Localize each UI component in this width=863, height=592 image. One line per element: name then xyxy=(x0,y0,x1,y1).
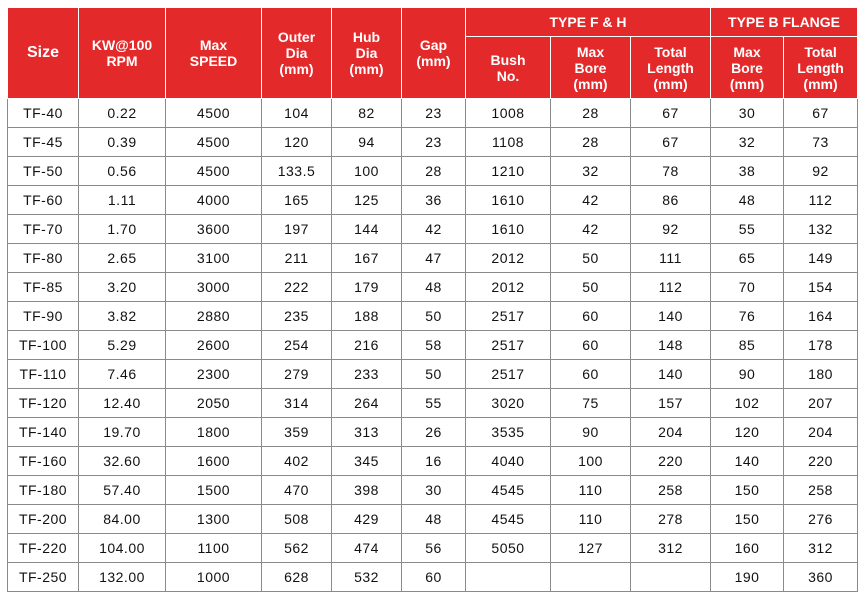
table-row xyxy=(8,244,858,273)
cell-total-length-b: 204 xyxy=(784,418,858,447)
cell-hub-dia: 474 xyxy=(332,534,402,563)
cell-max-bore-fh: 32 xyxy=(551,157,631,186)
cell-max-bore-fh: 60 xyxy=(551,302,631,331)
table-row xyxy=(8,128,858,157)
cell-total-length-fh xyxy=(631,563,711,592)
table-row xyxy=(8,447,858,476)
cell-bush-no: 2517 xyxy=(466,331,551,360)
cell-hub-dia: 398 xyxy=(332,476,402,505)
cell-max-bore-b: 85 xyxy=(711,331,784,360)
cell-max-speed: 4000 xyxy=(166,186,262,215)
cell-max-bore-b: 48 xyxy=(711,186,784,215)
header-kw-100rpm: KW@100 RPM xyxy=(79,8,166,99)
cell-max-speed: 2050 xyxy=(166,389,262,418)
cell-outer-dia: 104 xyxy=(262,99,332,128)
cell-total-length-fh: 140 xyxy=(631,302,711,331)
table-row xyxy=(8,389,858,418)
cell-max-bore-fh: 127 xyxy=(551,534,631,563)
cell-total-length-b: 149 xyxy=(784,244,858,273)
table-row xyxy=(8,186,858,215)
cell-max-speed: 2300 xyxy=(166,360,262,389)
coupling-spec-table xyxy=(7,7,858,592)
cell-size: TF-100 xyxy=(8,331,79,360)
cell-gap: 47 xyxy=(402,244,466,273)
cell-max-bore-fh: 50 xyxy=(551,244,631,273)
cell-bush-no: 4040 xyxy=(466,447,551,476)
cell-max-bore-b: 150 xyxy=(711,505,784,534)
cell-total-length-fh: 112 xyxy=(631,273,711,302)
table-row xyxy=(8,505,858,534)
table-row xyxy=(8,215,858,244)
cell-total-length-fh: 258 xyxy=(631,476,711,505)
cell-max-speed: 2600 xyxy=(166,331,262,360)
cell-kw-100rpm: 19.70 xyxy=(79,418,166,447)
cell-gap: 55 xyxy=(402,389,466,418)
header-max-speed: Max SPEED xyxy=(166,8,262,99)
table-row xyxy=(8,273,858,302)
cell-outer-dia: 402 xyxy=(262,447,332,476)
cell-max-bore-b: 70 xyxy=(711,273,784,302)
header-total-length-fh: Total Length (mm) xyxy=(631,37,711,99)
cell-bush-no: 4545 xyxy=(466,476,551,505)
cell-max-bore-fh: 60 xyxy=(551,360,631,389)
cell-gap: 36 xyxy=(402,186,466,215)
cell-size: TF-110 xyxy=(8,360,79,389)
cell-gap: 23 xyxy=(402,99,466,128)
cell-bush-no: 3535 xyxy=(466,418,551,447)
cell-total-length-fh: 111 xyxy=(631,244,711,273)
cell-max-bore-fh: 42 xyxy=(551,215,631,244)
cell-size: TF-80 xyxy=(8,244,79,273)
cell-gap: 16 xyxy=(402,447,466,476)
cell-total-length-b: 180 xyxy=(784,360,858,389)
cell-hub-dia: 532 xyxy=(332,563,402,592)
cell-max-speed: 4500 xyxy=(166,99,262,128)
cell-bush-no: 1008 xyxy=(466,99,551,128)
header-group-type-b-flange: TYPE B FLANGE xyxy=(711,8,858,37)
cell-outer-dia: 508 xyxy=(262,505,332,534)
cell-max-bore-b: 160 xyxy=(711,534,784,563)
cell-kw-100rpm: 5.29 xyxy=(79,331,166,360)
cell-max-bore-b: 32 xyxy=(711,128,784,157)
header-hub-dia: Hub Dia (mm) xyxy=(332,8,402,99)
table-row xyxy=(8,360,858,389)
cell-gap: 28 xyxy=(402,157,466,186)
cell-gap: 23 xyxy=(402,128,466,157)
table-row xyxy=(8,534,858,563)
cell-size: TF-200 xyxy=(8,505,79,534)
cell-hub-dia: 82 xyxy=(332,99,402,128)
cell-max-bore-b: 55 xyxy=(711,215,784,244)
table-row xyxy=(8,302,858,331)
cell-gap: 30 xyxy=(402,476,466,505)
cell-kw-100rpm: 57.40 xyxy=(79,476,166,505)
cell-total-length-fh: 220 xyxy=(631,447,711,476)
cell-hub-dia: 179 xyxy=(332,273,402,302)
cell-size: TF-50 xyxy=(8,157,79,186)
cell-kw-100rpm: 1.70 xyxy=(79,215,166,244)
table-body xyxy=(8,99,858,592)
cell-outer-dia: 314 xyxy=(262,389,332,418)
cell-gap: 48 xyxy=(402,505,466,534)
cell-max-speed: 4500 xyxy=(166,157,262,186)
cell-total-length-b: 132 xyxy=(784,215,858,244)
cell-max-speed: 1300 xyxy=(166,505,262,534)
cell-outer-dia: 279 xyxy=(262,360,332,389)
cell-total-length-fh: 86 xyxy=(631,186,711,215)
cell-size: TF-60 xyxy=(8,186,79,215)
cell-hub-dia: 429 xyxy=(332,505,402,534)
cell-max-speed: 3600 xyxy=(166,215,262,244)
cell-max-bore-b: 65 xyxy=(711,244,784,273)
table-row xyxy=(8,157,858,186)
cell-max-bore-fh: 110 xyxy=(551,476,631,505)
cell-max-bore-b: 30 xyxy=(711,99,784,128)
table-row xyxy=(8,563,858,592)
cell-max-bore-fh xyxy=(551,563,631,592)
cell-hub-dia: 188 xyxy=(332,302,402,331)
cell-bush-no: 1610 xyxy=(466,215,551,244)
cell-total-length-fh: 140 xyxy=(631,360,711,389)
cell-max-speed: 3100 xyxy=(166,244,262,273)
cell-bush-no: 1610 xyxy=(466,186,551,215)
cell-total-length-fh: 312 xyxy=(631,534,711,563)
cell-bush-no: 2517 xyxy=(466,302,551,331)
cell-outer-dia: 254 xyxy=(262,331,332,360)
cell-max-bore-fh: 42 xyxy=(551,186,631,215)
cell-bush-no: 3020 xyxy=(466,389,551,418)
header-outer-dia: Outer Dia (mm) xyxy=(262,8,332,99)
cell-max-speed: 1600 xyxy=(166,447,262,476)
table-row xyxy=(8,331,858,360)
cell-total-length-b: 178 xyxy=(784,331,858,360)
table-row xyxy=(8,418,858,447)
cell-max-bore-b: 90 xyxy=(711,360,784,389)
cell-size: TF-70 xyxy=(8,215,79,244)
cell-max-bore-fh: 28 xyxy=(551,99,631,128)
cell-gap: 56 xyxy=(402,534,466,563)
cell-kw-100rpm: 1.11 xyxy=(79,186,166,215)
cell-max-bore-fh: 60 xyxy=(551,331,631,360)
cell-hub-dia: 144 xyxy=(332,215,402,244)
cell-kw-100rpm: 3.20 xyxy=(79,273,166,302)
cell-kw-100rpm: 0.56 xyxy=(79,157,166,186)
cell-hub-dia: 125 xyxy=(332,186,402,215)
cell-max-speed: 1000 xyxy=(166,563,262,592)
cell-max-bore-fh: 75 xyxy=(551,389,631,418)
cell-kw-100rpm: 132.00 xyxy=(79,563,166,592)
cell-total-length-b: 312 xyxy=(784,534,858,563)
cell-size: TF-160 xyxy=(8,447,79,476)
cell-total-length-b: 73 xyxy=(784,128,858,157)
cell-kw-100rpm: 104.00 xyxy=(79,534,166,563)
cell-max-bore-fh: 28 xyxy=(551,128,631,157)
cell-size: TF-220 xyxy=(8,534,79,563)
cell-total-length-b: 258 xyxy=(784,476,858,505)
cell-max-bore-b: 102 xyxy=(711,389,784,418)
cell-hub-dia: 167 xyxy=(332,244,402,273)
cell-total-length-b: 112 xyxy=(784,186,858,215)
cell-total-length-fh: 67 xyxy=(631,128,711,157)
cell-total-length-fh: 67 xyxy=(631,99,711,128)
cell-bush-no: 1108 xyxy=(466,128,551,157)
cell-max-bore-b: 38 xyxy=(711,157,784,186)
cell-outer-dia: 133.5 xyxy=(262,157,332,186)
cell-gap: 26 xyxy=(402,418,466,447)
cell-size: TF-40 xyxy=(8,99,79,128)
cell-hub-dia: 94 xyxy=(332,128,402,157)
cell-kw-100rpm: 84.00 xyxy=(79,505,166,534)
cell-max-bore-fh: 110 xyxy=(551,505,631,534)
cell-size: TF-140 xyxy=(8,418,79,447)
table-row xyxy=(8,476,858,505)
cell-max-bore-fh: 100 xyxy=(551,447,631,476)
cell-bush-no: 4545 xyxy=(466,505,551,534)
cell-kw-100rpm: 32.60 xyxy=(79,447,166,476)
header-gap: Gap (mm) xyxy=(402,8,466,99)
cell-max-bore-fh: 50 xyxy=(551,273,631,302)
cell-total-length-b: 92 xyxy=(784,157,858,186)
header-max-bore-b: Max Bore (mm) xyxy=(711,37,784,99)
cell-total-length-fh: 278 xyxy=(631,505,711,534)
cell-kw-100rpm: 2.65 xyxy=(79,244,166,273)
cell-total-length-b: 207 xyxy=(784,389,858,418)
cell-max-bore-b: 76 xyxy=(711,302,784,331)
cell-outer-dia: 120 xyxy=(262,128,332,157)
cell-size: TF-250 xyxy=(8,563,79,592)
header-bush-no: Bush No. xyxy=(466,37,551,99)
cell-total-length-fh: 157 xyxy=(631,389,711,418)
cell-total-length-b: 164 xyxy=(784,302,858,331)
cell-outer-dia: 562 xyxy=(262,534,332,563)
cell-total-length-fh: 92 xyxy=(631,215,711,244)
header-total-length-b: Total Length (mm) xyxy=(784,37,858,99)
cell-outer-dia: 470 xyxy=(262,476,332,505)
header-group-type-fh: TYPE F & H xyxy=(466,8,711,37)
table-row xyxy=(8,99,858,128)
cell-outer-dia: 628 xyxy=(262,563,332,592)
cell-gap: 50 xyxy=(402,360,466,389)
cell-max-speed: 1800 xyxy=(166,418,262,447)
cell-max-speed: 3000 xyxy=(166,273,262,302)
cell-max-bore-fh: 90 xyxy=(551,418,631,447)
cell-max-bore-b: 190 xyxy=(711,563,784,592)
cell-size: TF-90 xyxy=(8,302,79,331)
cell-outer-dia: 359 xyxy=(262,418,332,447)
cell-total-length-fh: 78 xyxy=(631,157,711,186)
cell-hub-dia: 264 xyxy=(332,389,402,418)
cell-max-speed: 1100 xyxy=(166,534,262,563)
cell-gap: 42 xyxy=(402,215,466,244)
cell-bush-no: 2012 xyxy=(466,273,551,302)
cell-gap: 48 xyxy=(402,273,466,302)
cell-size: TF-180 xyxy=(8,476,79,505)
cell-size: TF-85 xyxy=(8,273,79,302)
cell-total-length-b: 276 xyxy=(784,505,858,534)
cell-max-bore-b: 140 xyxy=(711,447,784,476)
header-size: Size xyxy=(8,8,79,99)
cell-kw-100rpm: 12.40 xyxy=(79,389,166,418)
cell-bush-no: 1210 xyxy=(466,157,551,186)
header-max-bore-fh: Max Bore (mm) xyxy=(551,37,631,99)
cell-total-length-b: 360 xyxy=(784,563,858,592)
cell-total-length-b: 220 xyxy=(784,447,858,476)
cell-total-length-fh: 148 xyxy=(631,331,711,360)
cell-bush-no: 2517 xyxy=(466,360,551,389)
cell-gap: 58 xyxy=(402,331,466,360)
cell-bush-no xyxy=(466,563,551,592)
cell-bush-no: 5050 xyxy=(466,534,551,563)
cell-max-speed: 4500 xyxy=(166,128,262,157)
cell-outer-dia: 235 xyxy=(262,302,332,331)
cell-size: TF-120 xyxy=(8,389,79,418)
cell-hub-dia: 216 xyxy=(332,331,402,360)
cell-max-speed: 1500 xyxy=(166,476,262,505)
cell-kw-100rpm: 7.46 xyxy=(79,360,166,389)
cell-total-length-b: 67 xyxy=(784,99,858,128)
cell-gap: 50 xyxy=(402,302,466,331)
cell-kw-100rpm: 0.39 xyxy=(79,128,166,157)
cell-max-bore-b: 150 xyxy=(711,476,784,505)
cell-bush-no: 2012 xyxy=(466,244,551,273)
cell-max-bore-b: 120 xyxy=(711,418,784,447)
cell-total-length-b: 154 xyxy=(784,273,858,302)
cell-max-speed: 2880 xyxy=(166,302,262,331)
cell-kw-100rpm: 0.22 xyxy=(79,99,166,128)
cell-outer-dia: 197 xyxy=(262,215,332,244)
cell-hub-dia: 345 xyxy=(332,447,402,476)
cell-kw-100rpm: 3.82 xyxy=(79,302,166,331)
cell-hub-dia: 313 xyxy=(332,418,402,447)
cell-total-length-fh: 204 xyxy=(631,418,711,447)
cell-hub-dia: 100 xyxy=(332,157,402,186)
cell-outer-dia: 211 xyxy=(262,244,332,273)
cell-size: TF-45 xyxy=(8,128,79,157)
cell-outer-dia: 165 xyxy=(262,186,332,215)
cell-hub-dia: 233 xyxy=(332,360,402,389)
cell-gap: 60 xyxy=(402,563,466,592)
cell-outer-dia: 222 xyxy=(262,273,332,302)
